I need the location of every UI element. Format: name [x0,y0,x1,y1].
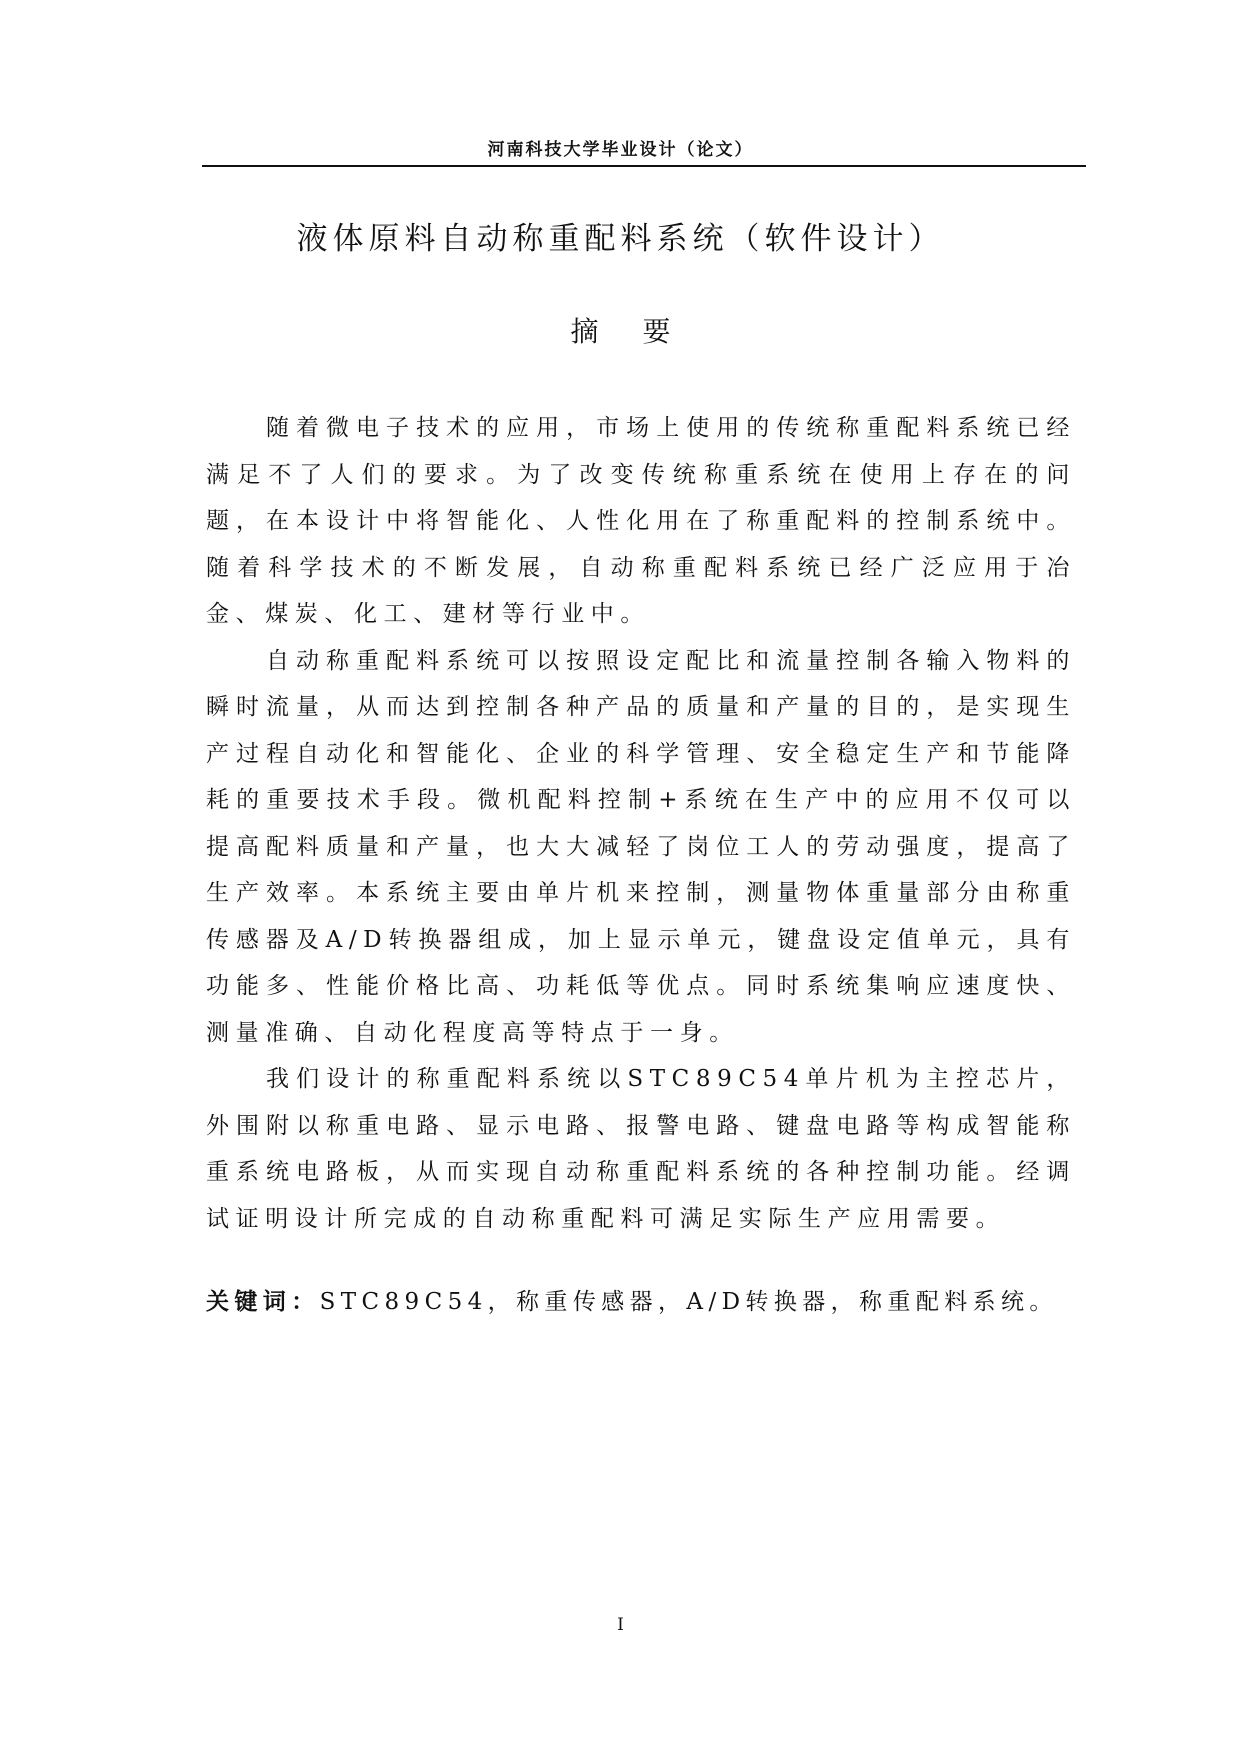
abstract-heading: 摘要 [570,315,715,348]
abstract-paragraph-2: 自动称重配料系统可以按照设定配比和流量控制各输入物料的瞬时流量，从而达到控制各种产品的质量和产量的目的，是实现生产过程自动化和智能化、企业的科学管理、安全稳定生产和节能降耗的重要技术手段。微机配料控制+系统在生产中的应用不仅可以提高配料质量和产量，也大大减轻了岗位工人的劳动强度，提高了生产效率。本系统主要由单片机来控制，测量物体重量部分由称重传感器及A/D转换器组成，加上显示单元，键盘设定值单元，具有功能多、性能价格比高、功耗低等优点。同时系统集响应速度快、测量准确、自动化程度高等特点于一身。 [206,647,1076,1046]
running-header: 河南科技大学毕业设计（论文） [487,140,754,160]
header-rule [202,165,1086,167]
document-title: 液体原料自动称重配料系统（软件设计） [296,221,945,257]
keywords-text: STC89C54，称重传感器，A/D转换器，称重配料系统。 [319,1289,1058,1315]
keywords-line [206,1283,1076,1316]
keywords-label: 关键词： [206,1289,320,1315]
page-number: I [617,1615,624,1635]
abstract-body [206,405,1076,1242]
abstract-paragraph-3: 我们设计的称重配料系统以STC89C54单片机为主控芯片，外围附以称重电路、显示电路、报警电路、键盘电路等构成智能称重系统电路板，从而实现自动称重配料系统的各种控制功能。经调试证明设计所完成的自动称重配料可满足实际生产应用需要。 [206,1066,1076,1232]
abstract-paragraph-1: 随着微电子技术的应用，市场上使用的传统称重配料系统已经满足不了人们的要求。为了改变传统称重系统在使用上存在的问题，在本设计中将智能化、人性化用在了称重配料的控制系统中。随着科学技术的不断发展，自动称重配料系统已经广泛应用于冶金、煤炭、化工、建材等行业中。 [206,415,1076,627]
